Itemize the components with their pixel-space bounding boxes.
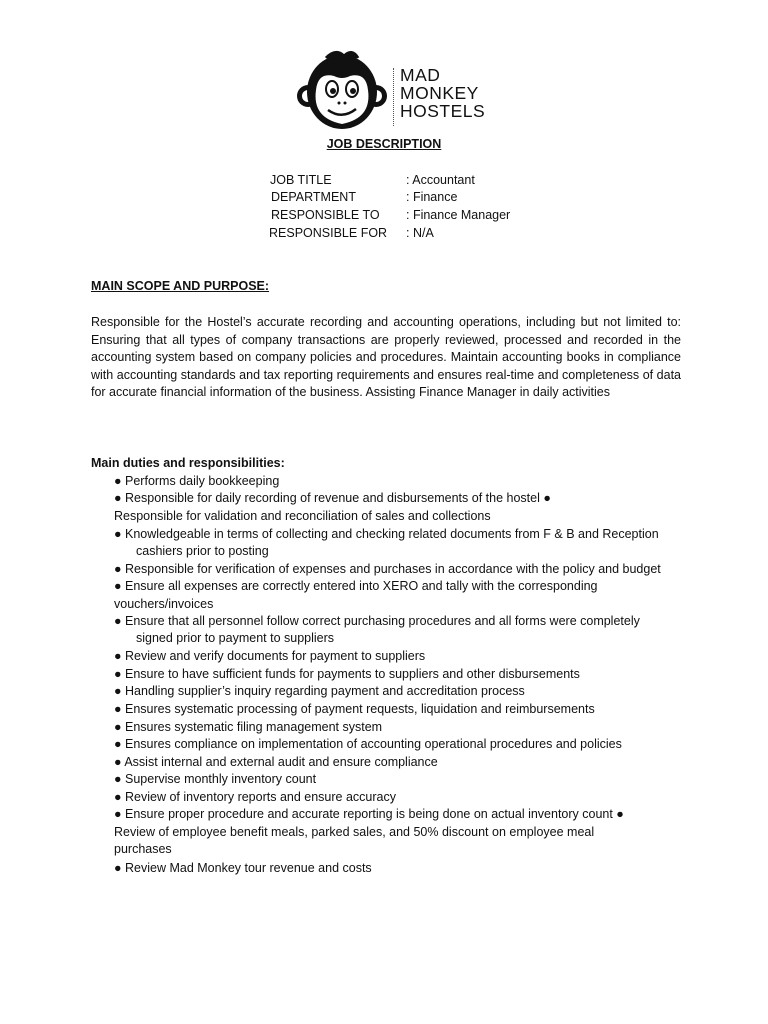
responsible-for-label: RESPONSIBLE FOR	[269, 226, 388, 240]
duty-line: ● Ensures compliance on implementation of accounting operational procedures and policies	[114, 737, 622, 751]
duty-line: Responsible for validation and reconciliation of sales and collections	[114, 509, 491, 523]
duty-line: cashiers prior to posting	[136, 544, 269, 558]
duty-line: purchases	[114, 842, 172, 856]
department-value: : Finance	[406, 190, 458, 204]
document-heading: JOB DESCRIPTION	[326, 137, 442, 151]
duty-line: ● Review of inventory reports and ensure accuracy	[114, 790, 396, 804]
responsible-for-value: : N/A	[406, 226, 434, 240]
duty-line: ● Ensures systematic processing of payment requests, liquidation and reimbursements	[114, 702, 595, 716]
duty-line: ● Ensure to have sufficient funds for payments to suppliers and other disbursements	[114, 667, 580, 681]
job-title-label: JOB TITLE	[270, 173, 332, 187]
duty-line: ● Ensure proper procedure and accurate reporting is being done on actual inventory count ●	[114, 807, 624, 821]
duty-line: ● Performs daily bookkeeping	[114, 474, 280, 488]
responsible-to-label: RESPONSIBLE TO	[271, 208, 380, 222]
duty-line: vouchers/invoices	[114, 597, 214, 611]
duty-line: ● Handling supplier’s inquiry regarding payment and accreditation process	[114, 684, 525, 698]
duty-line: Review of employee benefit meals, parked sales, and 50% discount on employee meal	[114, 825, 595, 839]
duty-line: ● Supervise monthly inventory count	[114, 772, 317, 786]
duty-line: ● Ensure that all personnel follow correct purchasing procedures and all forms were completely	[114, 614, 640, 628]
job-title-value: : Accountant	[406, 173, 475, 187]
duty-line: ● Review Mad Monkey tour revenue and costs	[114, 861, 372, 875]
duty-line: ● Responsible for verification of expenses and purchases in accordance with the policy and budget	[114, 562, 661, 576]
monkey-face-icon	[296, 50, 388, 132]
responsible-to-value: : Finance Manager	[406, 208, 511, 222]
scope-title: MAIN SCOPE AND PURPOSE:	[91, 279, 270, 293]
duty-line: ● Review and verify documents for payment to suppliers	[114, 649, 426, 663]
logo-divider	[393, 68, 394, 126]
duty-line: signed prior to payment to suppliers	[136, 631, 335, 645]
logo-line-3: HOSTELS	[400, 101, 486, 121]
duty-line: ● Responsible for daily recording of revenue and disbursements of the hostel ●	[114, 491, 551, 505]
logo-line-2: MONKEY	[400, 83, 479, 103]
department-label: DEPARTMENT	[271, 190, 356, 204]
scope-paragraph: Responsible for the Hostel’s accurate recording and accounting operations, including but not limited to: Ensuring that all types of company transactions are properly reviewed, processed and recorded in the accounting system based on company policies and procedures. Maintain accounting books in compliance with accounting standards and tax reporting requirements and ensures real-time and completeness of data for accurate financial information of the business. Assisting Finance Manager in daily activities	[91, 315, 681, 399]
duty-line: ● Ensures systematic filing management system	[114, 720, 383, 734]
duties-title: Main duties and responsibilities:	[91, 456, 285, 470]
duty-line: ● Assist internal and external audit and ensure compliance	[114, 755, 438, 769]
logo-line-1: MAD	[400, 65, 441, 85]
duty-line: ● Ensure all expenses are correctly entered into XERO and tally with the corresponding	[114, 579, 598, 593]
duty-line: ● Knowledgeable in terms of collecting and checking related documents from F & B and Reception	[114, 527, 659, 541]
logo-wordmark	[400, 66, 485, 120]
